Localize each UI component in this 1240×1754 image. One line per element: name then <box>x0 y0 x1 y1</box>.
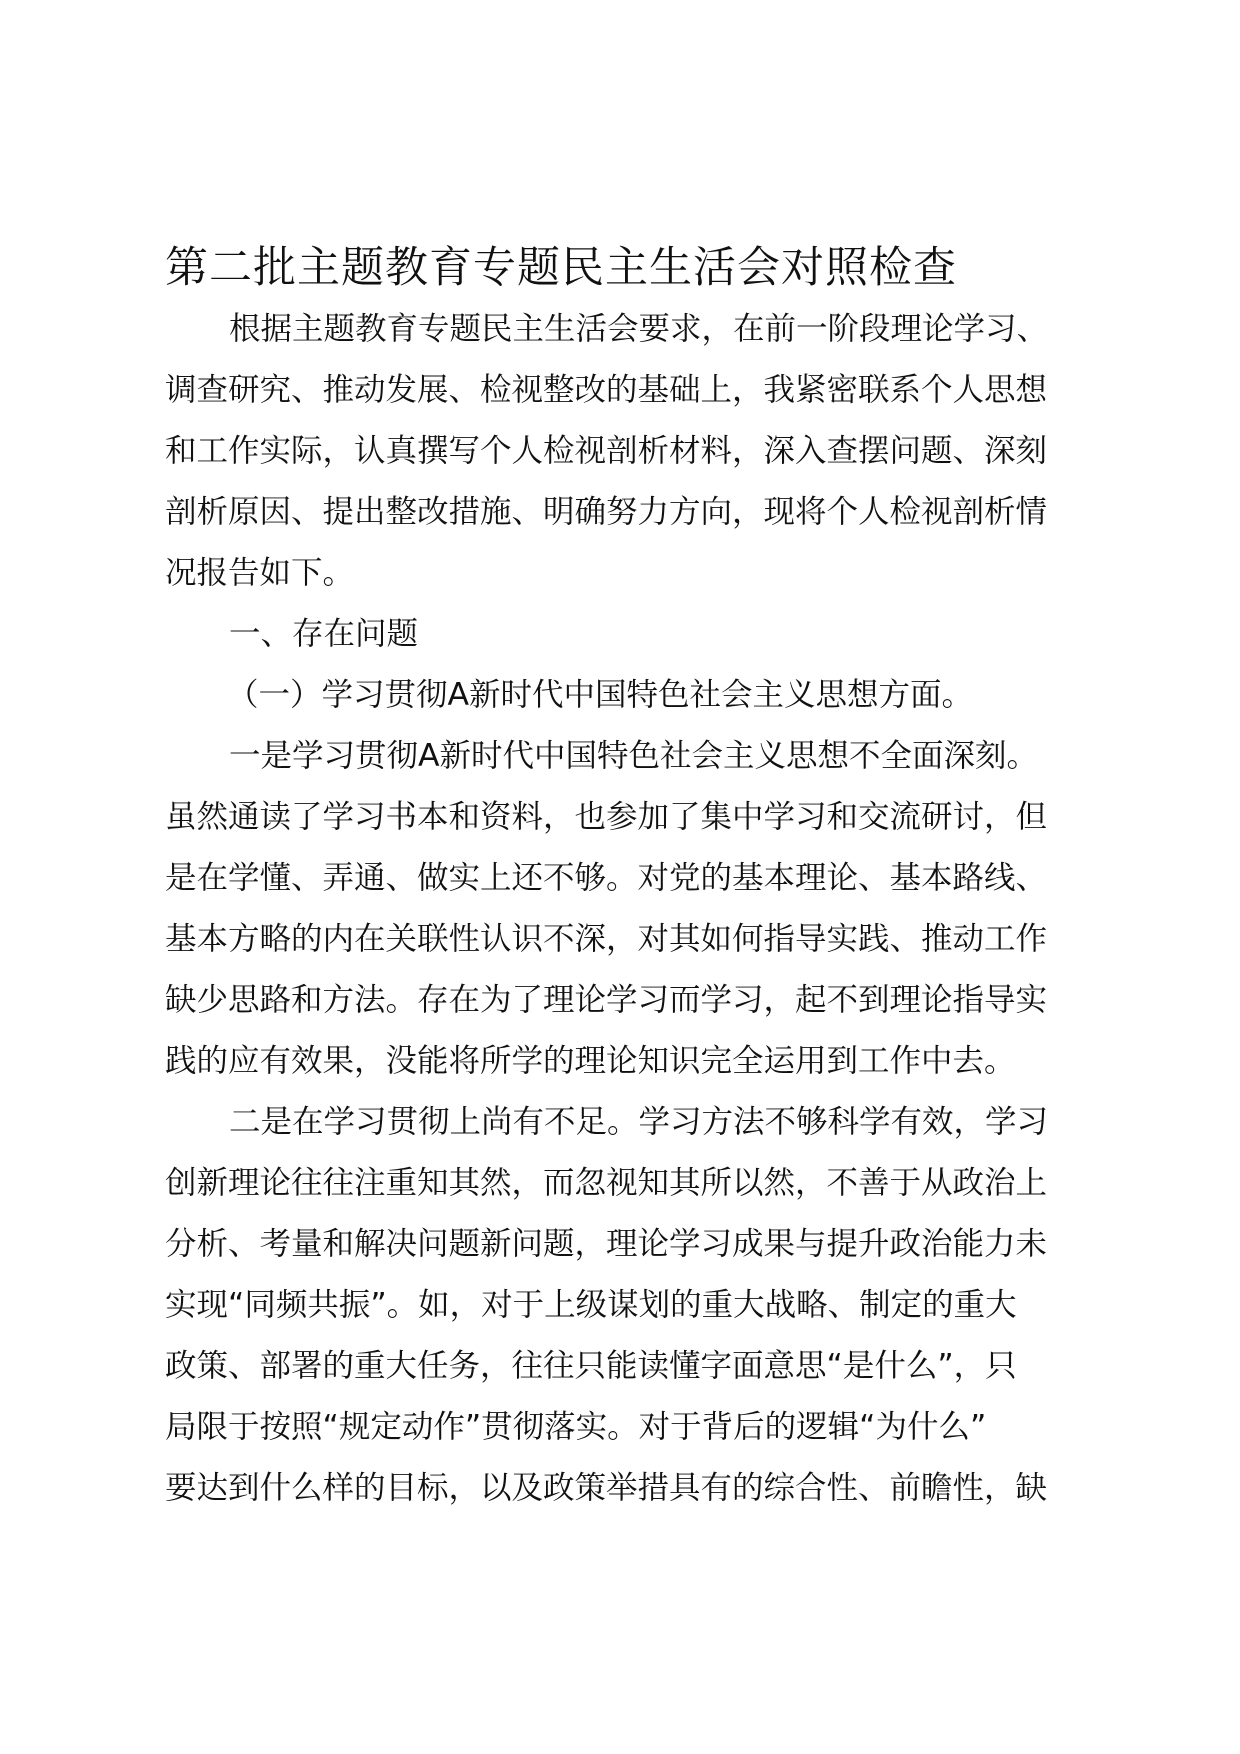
paragraph-line: 调查研究、推动发展、检视整改的基础上，我紧密联系个人思想 <box>165 372 1048 408</box>
paragraph-line: 一是学习贯彻A新时代中国特色社会主义思想不全面深刻。 <box>229 738 1039 774</box>
paragraph-line: 是在学懂、弄通、做实上还不够。对党的基本理论、基本路线、 <box>165 860 1048 896</box>
section-heading: 一、存在问题 <box>229 616 419 652</box>
paragraph-line: 剖析原因、提出整改措施、明确努力方向，现将个人检视剖析情 <box>165 494 1048 530</box>
paragraph-line: 践的应有效果，没能将所学的理论知识完全运用到工作中去。 <box>165 1043 1016 1079</box>
paragraph-line: 和工作实际，认真撰写个人检视剖析材料，深入查摆问题、深刻 <box>165 433 1048 469</box>
paragraph-line: 分析、考量和解决问题新问题，理论学习成果与提升政治能力未 <box>165 1226 1048 1262</box>
document-body <box>165 299 1095 1519</box>
paragraph-line: 创新理论往往注重知其然，而忽视知其所以然，不善于从政治上 <box>165 1165 1048 1201</box>
paragraph-line: 二是在学习贯彻上尚有不足。学习方法不够科学有效，学习 <box>229 1104 1049 1140</box>
paragraph-line: 政策、部署的重大任务，往往只能读懂字面意思“是什么”，只 <box>165 1348 1017 1384</box>
paragraph-line: 基本方略的内在关联性认识不深，对其如何指导实践、推动工作 <box>165 921 1048 957</box>
paragraph-line: 缺少思路和方法。存在为了理论学习而学习，起不到理论指导实 <box>165 982 1048 1018</box>
paragraph-line: 根据主题教育专题民主生活会要求，在前一阶段理论学习、 <box>229 311 1049 347</box>
paragraph-line: 局限于按照“规定动作”贯彻落实。对于背后的逻辑“为什么” <box>165 1409 987 1445</box>
subsection-heading: （一）学习贯彻A新时代中国特色社会主义思想方面。 <box>227 677 974 713</box>
paragraph-line: 实现“同频共振”。如，对于上级谋划的重大战略、制定的重大 <box>165 1287 1017 1323</box>
document-title: 第二批主题教育专题民主生活会对照检查 <box>165 243 957 293</box>
paragraph-line: 况报告如下。 <box>165 555 355 591</box>
paragraph-line: 要达到什么样的目标，以及政策举措具有的综合性、前瞻性，缺 <box>165 1470 1048 1506</box>
paragraph-line: 虽然通读了学习书本和资料，也参加了集中学习和交流研讨，但 <box>165 799 1048 835</box>
